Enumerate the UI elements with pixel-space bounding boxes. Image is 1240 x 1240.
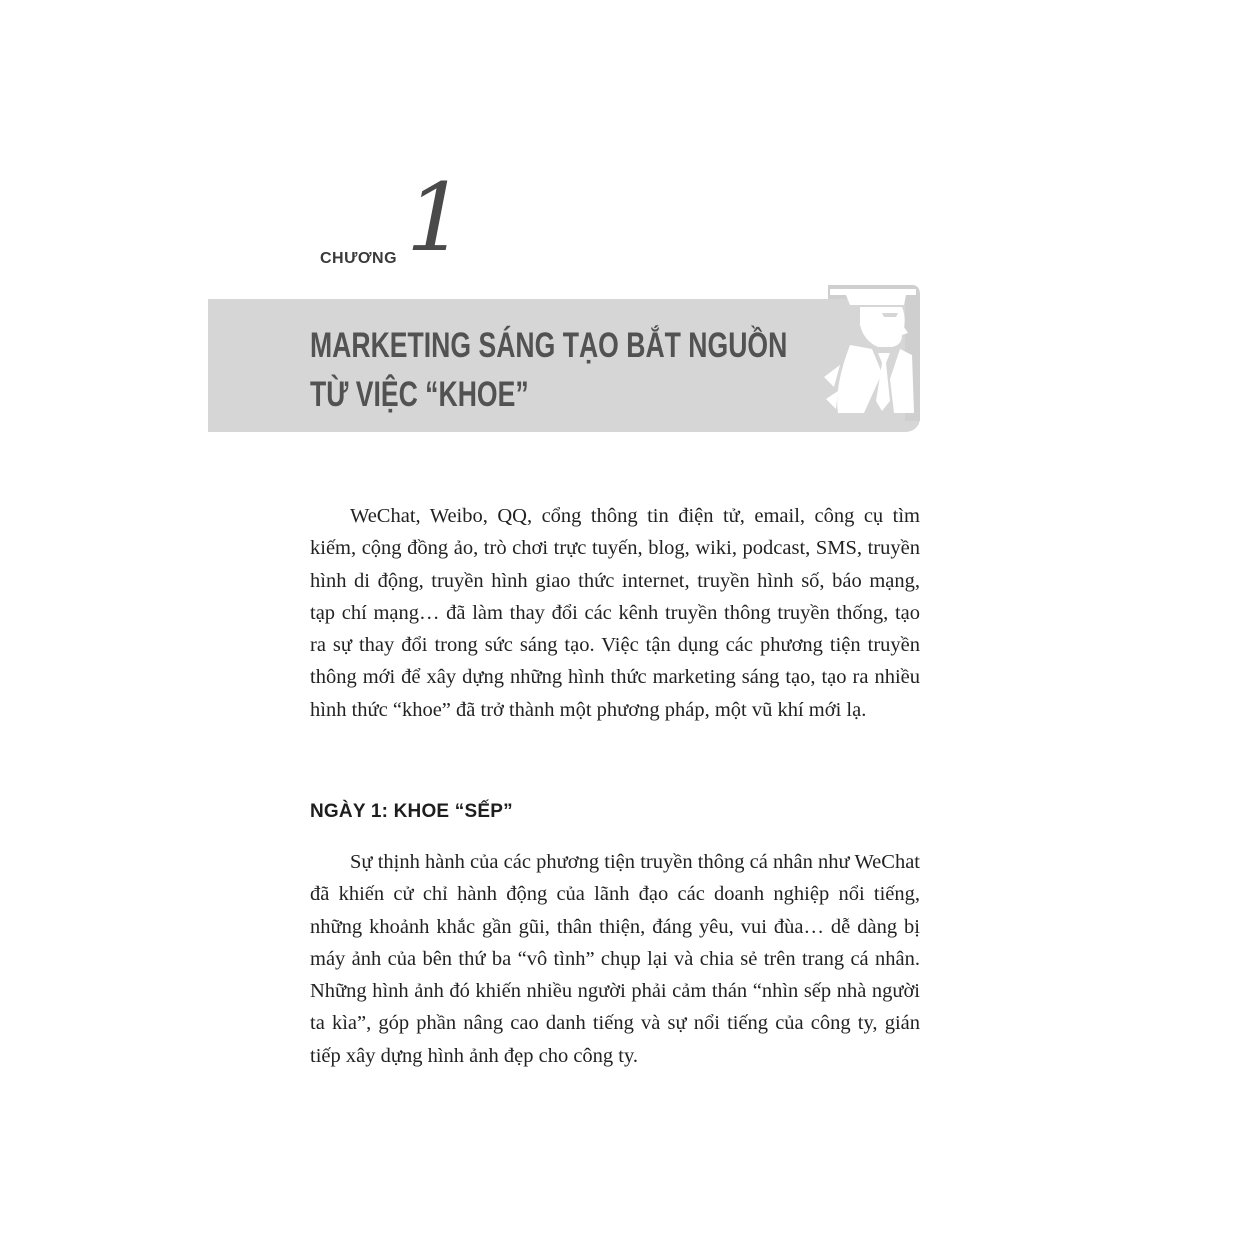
- chapter-title-line-1: MARKETING SÁNG TẠO BẮT NGUỒN: [310, 326, 788, 365]
- chapter-title-band: [208, 299, 920, 432]
- day-1-paragraph: Sự thịnh hành của các phương tiện truyền thông cá nhân như WeChat đã khiến cử chỉ hành động của lãnh đạo các doanh nghiệp nổi tiếng, những khoảnh khắc gần gũi, thân thiện, đáng yêu, vui đùa… dễ dàng bị máy ảnh của bên thứ ba “vô tình” chụp lại và chia sẻ trên trang cá nhân. Những hình ảnh đó khiến nhiều người phải cảm thán “nhìn sếp nhà người ta kìa”, góp phần nâng cao danh tiếng và sự nổi tiếng của công ty, gián tiếp xây dựng hình ảnh đẹp cho công ty.: [310, 851, 920, 1067]
- businessman-silhouette-icon: [820, 283, 920, 423]
- chapter-number: 1: [406, 164, 466, 273]
- chapter-title: [310, 321, 787, 419]
- chapter-title-line-2: TỪ VIỆC “KHOE”: [310, 375, 529, 414]
- intro-paragraph: WeChat, Weibo, QQ, cổng thông tin điện tử, email, công cụ tìm kiếm, cộng đồng ảo, trò chơi trực tuyến, blog, wiki, podcast, SMS, truyền hình di động, truyền hình giao thức internet, truyền hình số, báo mạng, tạp chí mạng… đã làm thay đổi các kênh truyền thông truyền thống, tạo ra sự thay đổi trong sức sáng tạo. Việc tận dụng các phương tiện truyền thông mới để xây dựng những hình thức marketing sáng tạo, tạo ra nhiều hình thức “khoe” đã trở thành một phương pháp, một vũ khí mới lạ.: [310, 505, 920, 721]
- section-heading-day-1: NGÀY 1: KHOE “SẾP”: [310, 801, 513, 822]
- chapter-label: CHƯƠNG: [320, 250, 398, 267]
